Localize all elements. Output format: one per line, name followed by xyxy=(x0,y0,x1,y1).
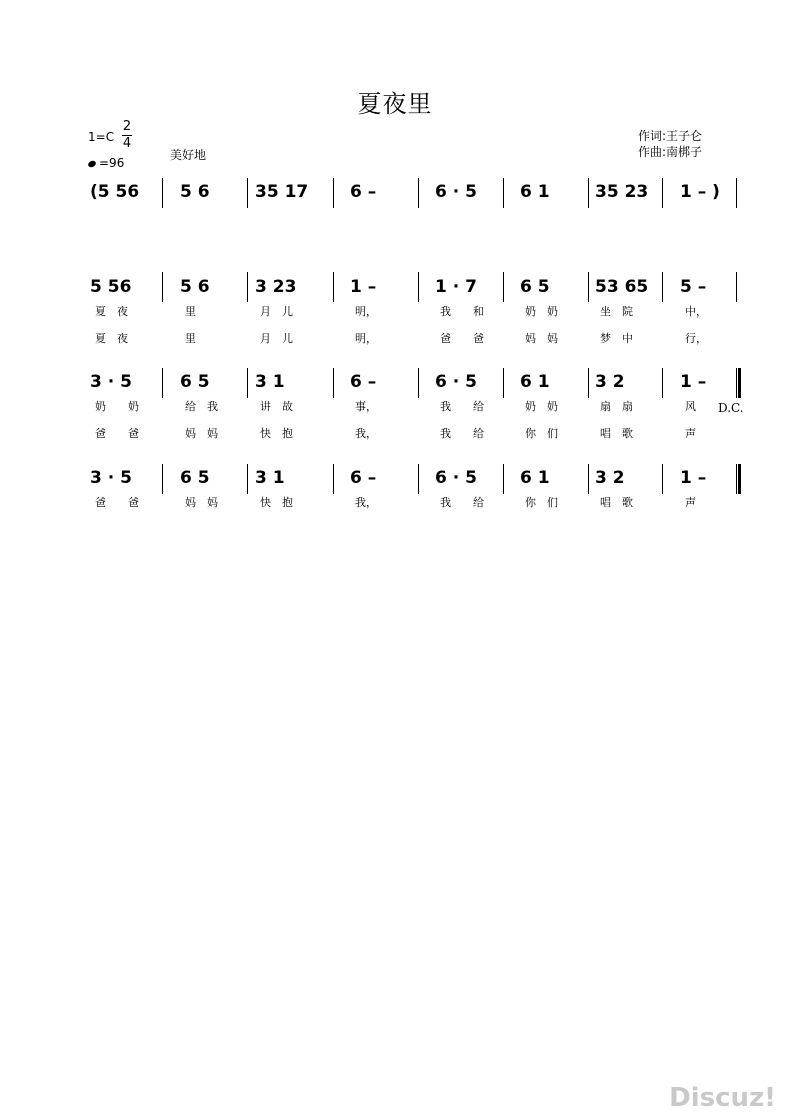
measure-notes: 6 · 5 xyxy=(435,182,477,202)
lyric-syllables: 扇 扇 xyxy=(600,400,633,413)
barline xyxy=(736,272,737,302)
measure-notes: 1 – xyxy=(350,277,377,297)
measure-notes: 3 · 5 xyxy=(90,372,132,392)
lyric-syllables: 妈 妈 xyxy=(185,496,218,509)
measure-notes: 6 · 5 xyxy=(435,372,477,392)
lyric-syllables: 唱 歌 xyxy=(600,496,633,509)
lyric-syllables: 快 抱 xyxy=(260,427,293,440)
lyric-syllables: 爸 爸 xyxy=(440,332,484,345)
barline xyxy=(247,464,248,494)
measure-notes: 3 1 xyxy=(255,372,285,392)
measure-notes: 3 1 xyxy=(255,468,285,488)
final-barline xyxy=(736,464,740,494)
lyric-syllables: 夏 夜 xyxy=(95,332,128,345)
measure-notes: 6 – xyxy=(350,468,377,488)
lyric-syllables: 行， xyxy=(685,332,707,345)
barline xyxy=(418,272,419,302)
lyric-syllables: 我 和 xyxy=(440,305,484,318)
lyric-syllables: 奶 奶 xyxy=(525,400,558,413)
barline xyxy=(588,464,589,494)
lyric-syllables: 妈 妈 xyxy=(185,427,218,440)
barline xyxy=(333,368,334,398)
credits xyxy=(638,128,702,160)
lyric-syllables: 声 xyxy=(685,496,696,509)
barline xyxy=(418,368,419,398)
measure-notes: 35 23 xyxy=(595,182,649,202)
barline xyxy=(736,178,737,208)
measure-notes: 3 23 xyxy=(255,277,297,297)
barline xyxy=(588,272,589,302)
lyric-syllables: 明， xyxy=(355,305,377,318)
measure-notes: (5 56 xyxy=(90,182,140,202)
barline xyxy=(503,368,504,398)
expression-marking: 美好地 xyxy=(170,148,207,162)
song-title: 夏夜里 xyxy=(357,90,433,118)
measure-notes: 6 5 xyxy=(180,372,210,392)
measure-notes: 1 – xyxy=(680,372,707,392)
measure-notes: 6 – xyxy=(350,372,377,392)
measure-notes: 1 – xyxy=(680,468,707,488)
measure-notes: 3 · 5 xyxy=(90,468,132,488)
time-sig-bottom: 4 xyxy=(122,136,132,151)
barline xyxy=(418,464,419,494)
barline xyxy=(162,178,163,208)
lyric-syllables: 爸 爸 xyxy=(95,427,139,440)
composer: 作曲:南梆子 xyxy=(638,145,703,159)
barline xyxy=(588,368,589,398)
barline xyxy=(588,178,589,208)
measure-notes: 6 5 xyxy=(180,468,210,488)
lyric-syllables: 你 们 xyxy=(525,496,558,509)
lyric-syllables: 快 抱 xyxy=(260,496,293,509)
measure-notes: 3 2 xyxy=(595,468,625,488)
measure-notes: 53 65 xyxy=(595,277,649,297)
lyric-syllables: 讲 故 xyxy=(260,400,293,413)
measure-notes: 6 1 xyxy=(520,372,550,392)
lyric-syllables: 你 们 xyxy=(525,427,558,440)
lyric-syllables: 夏 夜 xyxy=(95,305,128,318)
lyricist: 作词:王子仑 xyxy=(638,129,703,143)
barline xyxy=(247,178,248,208)
lyric-syllables: 里 xyxy=(185,332,196,345)
measure-notes: 5 6 xyxy=(180,182,210,202)
lyric-syllables: 里 xyxy=(185,305,196,318)
da-capo-mark: D.C. xyxy=(718,401,744,415)
measure-notes: 5 56 xyxy=(90,277,132,297)
barline xyxy=(247,368,248,398)
barline xyxy=(662,178,663,208)
quarter-note-icon xyxy=(87,159,97,168)
barline xyxy=(333,272,334,302)
barline xyxy=(162,464,163,494)
time-signature xyxy=(122,120,132,151)
lyric-syllables: 我 给 xyxy=(440,427,484,440)
measure-notes: 5 – xyxy=(680,277,707,297)
lyric-syllables: 我 给 xyxy=(440,496,484,509)
measure-notes: 6 1 xyxy=(520,182,550,202)
lyric-syllables: 事， xyxy=(355,400,377,413)
lyric-syllables: 明， xyxy=(355,332,377,345)
measure-notes: 6 – xyxy=(350,182,377,202)
lyric-syllables: 我， xyxy=(355,427,377,440)
barline xyxy=(503,272,504,302)
barline xyxy=(162,368,163,398)
lyric-syllables: 妈 妈 xyxy=(525,332,558,345)
lyric-syllables: 声 xyxy=(685,427,696,440)
measure-notes: 6 1 xyxy=(520,468,550,488)
key-signature: 1=C xyxy=(88,130,115,144)
lyric-syllables: 中， xyxy=(685,305,707,318)
lyric-syllables: 唱 歌 xyxy=(600,427,633,440)
barline xyxy=(662,464,663,494)
lyric-syllables: 月 儿 xyxy=(260,305,293,318)
tempo-marking xyxy=(88,156,124,170)
measure-notes: 6 · 5 xyxy=(435,468,477,488)
barline xyxy=(333,178,334,208)
watermark: Discuz! xyxy=(669,1083,776,1113)
barline xyxy=(162,272,163,302)
lyric-syllables: 我 给 xyxy=(440,400,484,413)
tempo-value: =96 xyxy=(99,156,125,170)
lyric-syllables: 我， xyxy=(355,496,377,509)
lyric-syllables: 坐 院 xyxy=(600,305,633,318)
lyric-syllables: 风 xyxy=(685,400,696,413)
lyric-syllables: 奶 奶 xyxy=(95,400,139,413)
barline xyxy=(503,464,504,494)
final-barline xyxy=(736,368,740,398)
measure-notes: 3 2 xyxy=(595,372,625,392)
barline xyxy=(662,272,663,302)
lyric-syllables: 梦 中 xyxy=(600,332,633,345)
measure-notes: 35 17 xyxy=(255,182,309,202)
measure-notes: 5 6 xyxy=(180,277,210,297)
barline xyxy=(247,272,248,302)
measure-notes: 1 · 7 xyxy=(435,277,477,297)
barline xyxy=(503,178,504,208)
barline xyxy=(333,464,334,494)
lyric-syllables: 给 我 xyxy=(185,400,218,413)
barline xyxy=(662,368,663,398)
measure-notes: 6 5 xyxy=(520,277,550,297)
lyric-syllables: 月 儿 xyxy=(260,332,293,345)
lyric-syllables: 奶 奶 xyxy=(525,305,558,318)
lyric-syllables: 爸 爸 xyxy=(95,496,139,509)
measure-notes: 1 – ) xyxy=(680,182,720,202)
time-sig-top: 2 xyxy=(122,119,132,134)
barline xyxy=(418,178,419,208)
